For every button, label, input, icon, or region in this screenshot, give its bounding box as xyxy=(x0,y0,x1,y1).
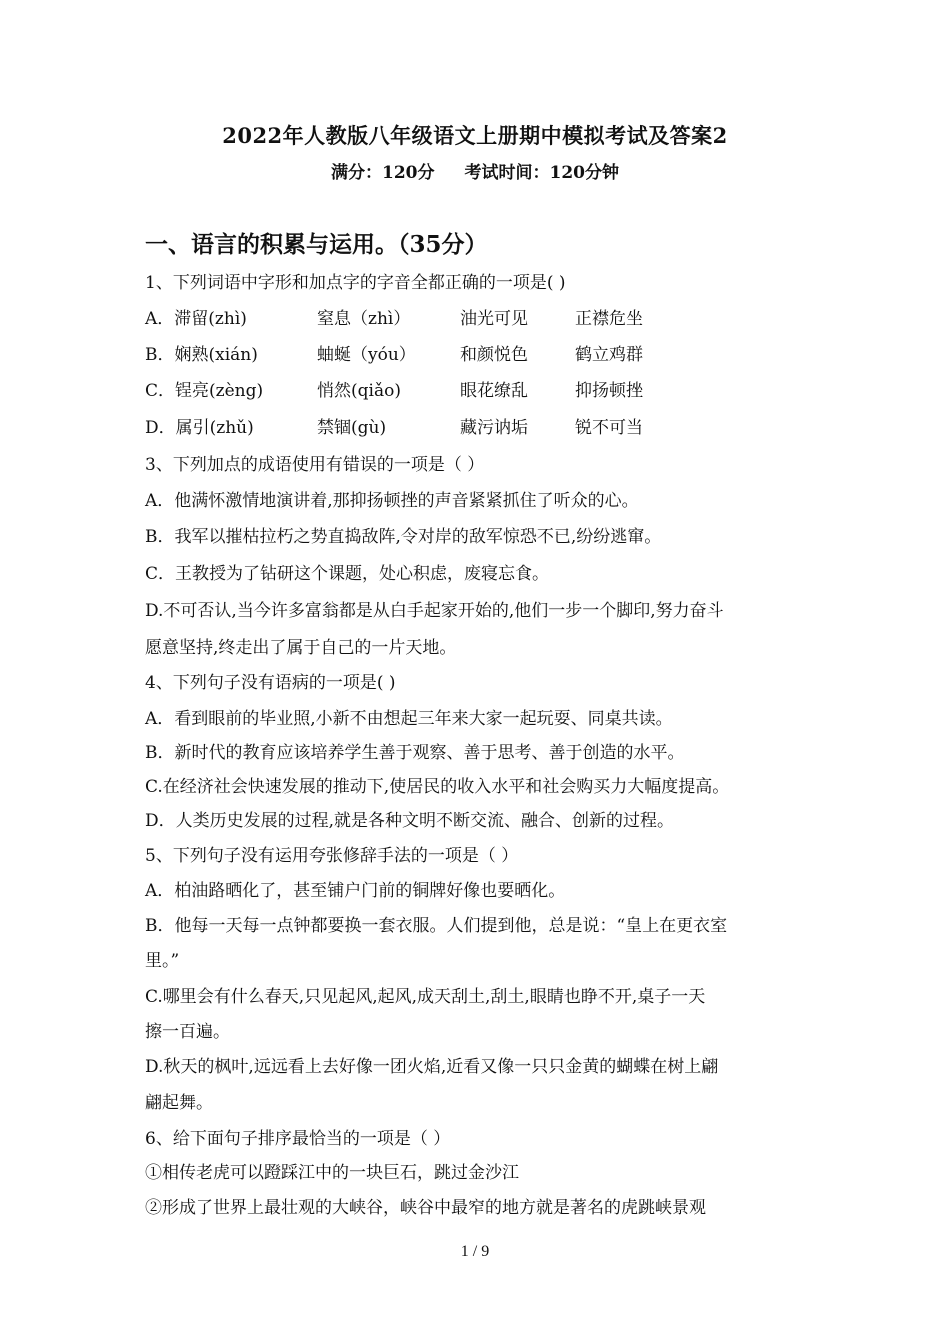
q1-d-word4: 锐不可当 xyxy=(575,418,643,438)
q1-b-word4: 鹤立鸡群 xyxy=(575,345,643,365)
q1-c-word1: C．锃亮(zèng) xyxy=(145,381,264,401)
page-title: 2022年人教版八年级语文上册期中模拟考试及答案2 xyxy=(222,123,728,148)
q1-c-word3: 眼花缭乱 xyxy=(460,381,528,401)
q3-option-a: A．他满怀激情地演讲着,那抑扬顿挫的声音紧紧抓住了听众的心。 xyxy=(145,491,639,511)
q1-c-word4: 抑扬顿挫 xyxy=(575,381,643,401)
q3-option-b: B．我军以摧枯拉朽之势直捣敌阵,令对岸的敌军惊恐不已,纷纷逃窜。 xyxy=(145,527,662,547)
q1-b-word2: 蚰蜒（yóu） xyxy=(317,345,416,365)
q1-c-word2: 悄然(qiǎo) xyxy=(317,381,401,401)
q3-stem: 3、下列加点的成语使用有错误的一项是（ ） xyxy=(145,455,485,475)
q1-d-word3: 藏污讷垢 xyxy=(460,418,528,438)
q1-d-word2: 禁锢(gù) xyxy=(317,418,387,438)
q4-option-a: A．看到眼前的毕业照,小新不由想起三年来大家一起玩耍、同桌共读。 xyxy=(145,709,673,729)
q5-option-c-line2: 擦一百遍。 xyxy=(145,1022,230,1042)
q1-stem: 1、下列词语中字形和加点字的字音全都正确的一项是( ) xyxy=(145,273,566,293)
q4-stem: 4、下列句子没有语病的一项是( ) xyxy=(145,673,396,693)
q5-option-a: A．柏油路晒化了，甚至铺户门前的铜牌好像也要晒化。 xyxy=(145,881,566,901)
time-label: 考试时间：120分钟 xyxy=(464,163,619,183)
q1-b-word3: 和颜悦色 xyxy=(460,345,528,365)
q1-b-word1: B．娴熟(xián) xyxy=(145,345,258,365)
q4-option-b: B．新时代的教育应该培养学生善于观察、善于思考、善于创造的水平。 xyxy=(145,743,685,763)
q3-option-c: C．王教授为了钻研这个课题，处心积虑，废寝忘食。 xyxy=(145,564,550,584)
q1-a-word2: 窒息（zhì） xyxy=(317,309,411,329)
q5-option-b-line1: B．他每一天每一点钟都要换一套衣服。人们提到他，总是说：“皇上在更衣室 xyxy=(145,916,728,936)
q5-option-b-line2: 里。” xyxy=(145,951,180,971)
exam-info xyxy=(0,158,950,183)
q6-stem: 6、给下面句子排序最恰当的一项是（ ） xyxy=(145,1129,451,1149)
q6-sentence-1: ①相传老虎可以蹬踩江中的一块巨石，跳过金沙江 xyxy=(145,1163,519,1183)
q4-option-d: D．人类历史发展的过程,就是各种文明不断交流、融合、创新的过程。 xyxy=(145,811,675,831)
q1-a-word3: 油光可见 xyxy=(460,309,528,329)
q1-a-word1: A．滞留(zhì) xyxy=(145,309,247,329)
q5-option-d-line1: D.秋天的枫叶,远远看上去好像一团火焰,近看又像一只只金黄的蝴蝶在树上翩 xyxy=(145,1057,719,1077)
q1-d-word1: D．属引(zhǔ) xyxy=(145,418,254,438)
page-number: 1 / 9 xyxy=(460,1243,490,1260)
q4-option-c: C.在经济社会快速发展的推动下,使居民的收入水平和社会购买力大幅度提高。 xyxy=(145,777,730,797)
q3-option-d-line2: 愿意坚持,终走出了属于自己的一片天地。 xyxy=(145,638,457,658)
section-heading: 一、语言的积累与运用。（35分） xyxy=(145,231,488,258)
score-label: 满分：120分 xyxy=(331,163,435,183)
q1-a-word4: 正襟危坐 xyxy=(575,309,643,329)
q5-option-d-line2: 翩起舞。 xyxy=(145,1093,213,1113)
q6-sentence-2: ②形成了世界上最壮观的大峡谷，峡谷中最窄的地方就是著名的虎跳峡景观 xyxy=(145,1198,706,1218)
q5-option-c-line1: C.哪里会有什么春天,只见起风,起风,成天刮土,刮土,眼睛也睁不开,桌子一天 xyxy=(145,987,706,1007)
q3-option-d-line1: D.不可否认,当今许多富翁都是从白手起家开始的,他们一步一个脚印,努力奋斗 xyxy=(145,601,724,621)
q5-stem: 5、下列句子没有运用夸张修辞手法的一项是（ ） xyxy=(145,846,519,866)
